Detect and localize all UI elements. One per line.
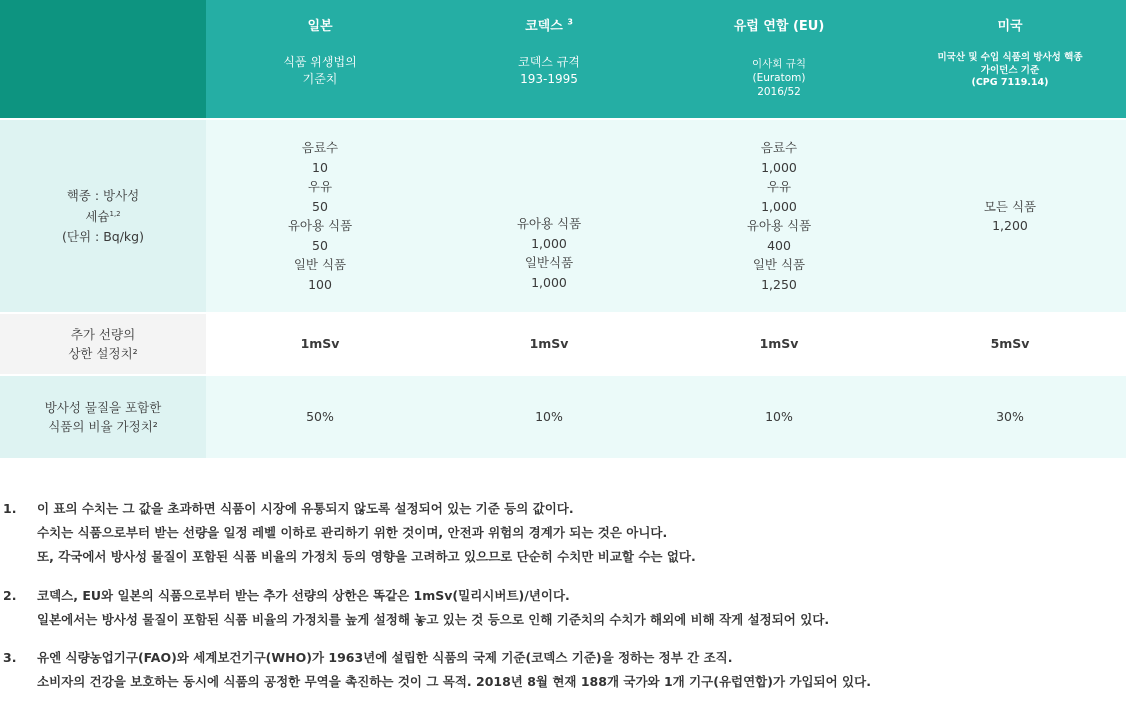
cell-text: 10% <box>535 409 563 425</box>
column-name: 유럽 연합 (EU) <box>733 19 825 34</box>
footnote-number: 1. <box>3 501 17 516</box>
cell-text: 일반 식품 <box>752 257 806 272</box>
cell-dose-japan <box>206 314 434 374</box>
cell-text: 모든 식품 <box>983 198 1037 214</box>
cell-text: 음료수 <box>301 140 339 155</box>
cell-text: 일반식품 <box>524 255 574 270</box>
cell-text: 30% <box>996 409 1024 425</box>
cell-text: 50 <box>312 237 328 253</box>
cell-ratio-codex <box>434 376 664 458</box>
cell-text: 400 <box>767 237 791 253</box>
cell-ratio-japan <box>206 376 434 458</box>
cell-dose-eu <box>664 314 894 374</box>
cell-ratio-usa <box>894 376 1126 458</box>
cell-text: 1,000 <box>761 198 797 214</box>
cell-text: 1,000 <box>531 274 567 290</box>
cell-text: (단위 : Bq/kg) <box>62 228 144 244</box>
footnote-3: 3. 유엔 식량농업기구(FAO)와 세계보건기구(WHO)가 1963년에 설립한 식품의 국제 기준(코덱스 기준)을 정하는 정부 간 조직. 소비자의 건강을 보호하는 동시에 식품의 공정한 무역을 촉진하는 것이 그 목적. 2018년 8월 현재 188개 국가와 1개 기구(유럽연합)가 가입되어 있다. <box>0 646 1128 694</box>
cell-text: 193-1995 <box>520 72 578 86</box>
cell-text: 10 <box>312 159 328 175</box>
cell-text: (Euratom) <box>752 72 806 84</box>
column-name: 코덱스 $^3$ <box>525 17 573 34</box>
column-name: 일본 <box>307 19 333 34</box>
cell-text: 식품의 비율 가정치² <box>48 419 158 434</box>
cell-text: 음료수 <box>760 140 798 155</box>
cell-text: 방사성 물질을 포함한 <box>44 399 162 415</box>
cell-text: 1,000 <box>761 159 797 175</box>
footnote-1: 1. 이 표의 수치는 그 값을 초과하면 식품이 시장에 유통되지 않도록 설정되어 있는 기준 등의 값이다. 수치는 식품으로부터 받는 선량을 일정 레벨 이하로 관리하기 위한 것이며, 안전과 위험의 경계가 되는 것은 아니다. 또, 각국에서 방사성 물질이 포함된 식품 비율의 가정치 등의 영향을 고려하고 있으므로 단순히 수치만 비교할 수는 없다. <box>0 497 1128 569</box>
cell-text: 2016/52 <box>757 86 801 98</box>
cell-text: 코덱스 규격 <box>518 55 580 69</box>
cell-text: 상한 설정치² <box>68 346 138 361</box>
cell-text: 1,000 <box>531 235 567 251</box>
cell-text: 우유 <box>307 179 333 194</box>
cell-text: 기준치 <box>302 72 338 86</box>
cell-text: 유아용 식품 <box>746 218 812 233</box>
column-header-eu <box>664 0 894 118</box>
row-label-cesium <box>0 120 206 312</box>
cell-cesium-usa <box>894 120 1126 312</box>
cell-text: 50 <box>312 198 328 214</box>
cell-text: 5mSv <box>990 336 1030 352</box>
row-label-dose-limit <box>0 314 206 374</box>
column-header-codex <box>434 0 664 118</box>
column-description <box>937 52 1082 90</box>
cell-text: (CPG 7119.14) <box>971 77 1049 88</box>
cell-text: 가이던스 기준 <box>980 64 1040 76</box>
cell-cesium-eu <box>664 120 894 312</box>
cell-text: 1,200 <box>992 218 1028 233</box>
cell-text: 핵종 : 방사성 <box>66 187 140 203</box>
footnote-2: 2. 코덱스, EU와 일본의 식품으로부터 받는 추가 선량의 상한은 똑같은 1mSv(밀리시버트)/년이다. 일본에서는 방사성 물질이 포함된 식품 비율의 가정치를 높게 설정해 놓고 있는 것 등으로 인해 기준치의 수치가 해외에 비해 작게 설정되어 있다. <box>0 584 1128 632</box>
cell-text: 미국산 및 수입 식품의 방사성 핵종 <box>937 52 1083 63</box>
table-corner-cell <box>0 0 206 118</box>
cell-text: 유아용 식품 <box>287 218 353 233</box>
cell-text: 1mSv <box>529 336 569 352</box>
column-description <box>283 54 356 88</box>
cell-cesium-japan <box>206 120 434 312</box>
row-label-contamination-ratio <box>0 376 206 458</box>
cell-text: 1mSv <box>300 336 340 352</box>
cell-text: 10% <box>765 409 793 425</box>
cell-dose-usa <box>894 314 1126 374</box>
cell-text: 1mSv <box>759 336 799 352</box>
cell-text: 일반 식품 <box>293 257 347 272</box>
cell-text: 50% <box>306 409 334 425</box>
cell-text: 이사회 규칙 <box>751 58 807 70</box>
footnote-number: 2. <box>3 587 17 603</box>
column-name: 미국 <box>997 19 1023 34</box>
column-description <box>752 57 806 99</box>
column-header-japan <box>206 0 434 118</box>
cell-text: 추가 선량의 <box>70 326 136 342</box>
column-header-usa <box>894 0 1126 118</box>
cell-text: 우유 <box>766 179 792 194</box>
cell-cesium-codex <box>434 120 664 312</box>
cell-text: 유아용 식품 <box>516 216 582 231</box>
footnote-number: 3. <box>3 650 17 665</box>
column-description <box>518 54 580 88</box>
cell-text: 세슘$^{1,2}$ <box>85 209 121 225</box>
cell-text: 식품 위생법의 <box>283 55 357 69</box>
cell-ratio-eu <box>664 376 894 458</box>
cell-text: 1,250 <box>761 276 797 292</box>
cell-dose-codex <box>434 314 664 374</box>
cell-text: 100 <box>308 276 332 292</box>
footnotes <box>0 497 1128 709</box>
